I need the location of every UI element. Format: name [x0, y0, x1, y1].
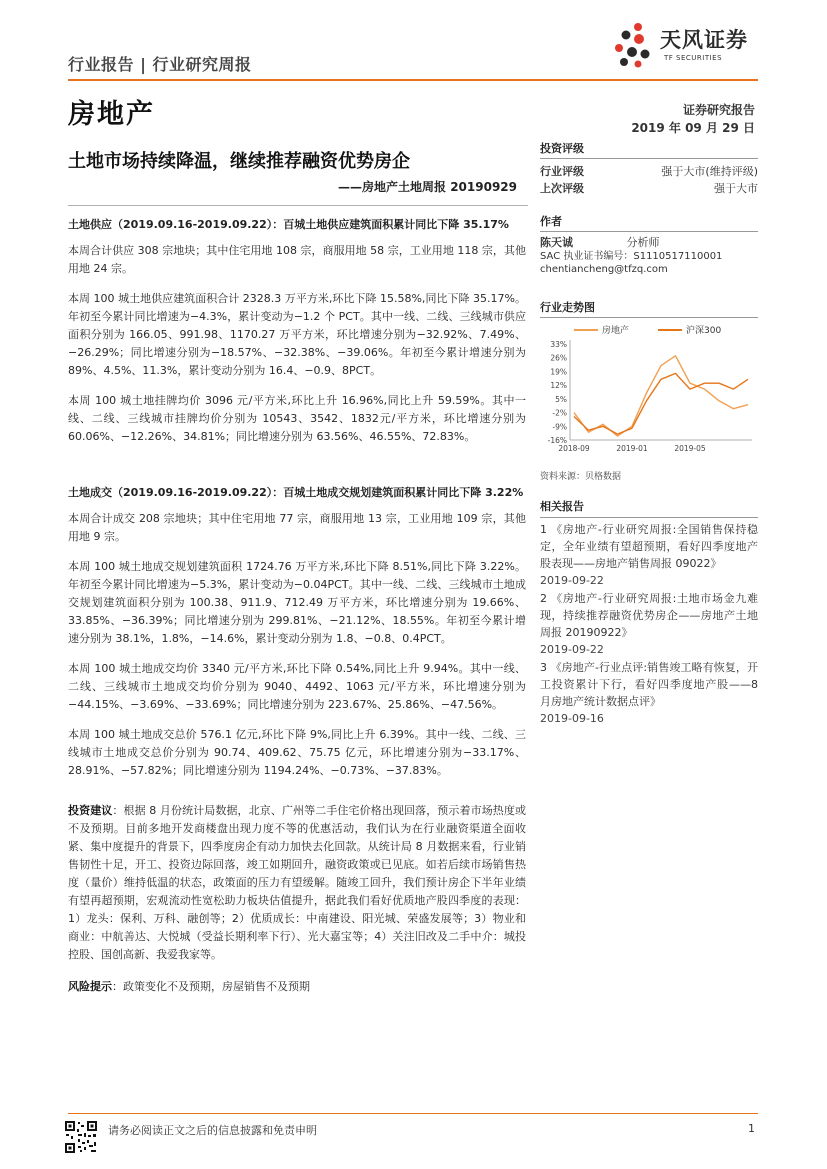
- deal-paragraph-2: 本周 100 城土地成交规划建筑面积 1724.76 万平方米,环比下降 8.51%,同比下降 3.22%。年初至今累计同比增速为−5.3%，累计变动为−0.04PCT。其中一线、二线、三线城市土地成交规划建筑面积分别为 100.38、911.9、712.49 万平方米，环比增速分别为 19.66%、33.85%、−36.39%；同比增速分别为 299.81%、−21.12%、18.55%。年初至今累计增速分别为 38.1%，1.8%，−14.6%，累计变动分别为 1.8、−0.8、0.4PCT。: [68, 560, 526, 645]
- risk-text: ：政策变化不及预期，房屋销售不及预期: [112, 980, 310, 993]
- supply-section: [68, 216, 526, 446]
- author-email[interactable]: chentiancheng@tfzq.com: [540, 264, 668, 275]
- y-tick-label: 5%: [555, 394, 567, 404]
- y-tick-label: -16%: [547, 436, 567, 445]
- logo-english-text: TF SECURITIES: [664, 54, 723, 62]
- deal-section: [68, 484, 526, 780]
- related-report-date: 2019-09-22: [540, 574, 604, 587]
- page-number: 1: [748, 1122, 755, 1135]
- author-cert: SAC 执业证书编号：S1110517110001: [540, 251, 723, 262]
- related-report-date: 2019-09-16: [540, 712, 604, 725]
- rating-value: 强于大市(维持评级): [661, 165, 758, 178]
- x-tick-label: 2019-05: [674, 444, 706, 453]
- advice-text: ：根据 8 月份统计局数据，北京、广州等二手住宅价格出现回落，预示着市场热度或不及预期。目前多地开发商楼盘出现力度不等的优惠活动，我们认为在行业融资渠道全面收紧、集中度提升的背景下，四季度房企有动力加快去化回款。从统计局 8 月数据来看，行业销售韧性十足，开工、投资边际回落，竣工如期回升，融资政策或已见底。如若后续市场销售热度（量价）维持低温的状态，政策面的压力有望缓解。随竣工回升，我们预计房企下半年业绩有望再超预期，宏观流动性宽松助力板块估值提升，据此我们看好优质地产股四季度的表现：1）龙头：保利、万科、融创等；2）优质成长：中南建设、阳光城、荣盛发展等；3）物业和商业：中航善达、大悦城（受益长期利率下行）、光大嘉宝等；4）关注旧改及二手中介：城投控股、国创高新、我爱我家等。: [68, 804, 526, 961]
- deal-highlight: 百城土地成交规划建筑面积累计同比下降 3.22%: [283, 486, 524, 499]
- report-subheadline: ——房地产土地周报 20190929: [338, 180, 517, 194]
- author-role: 分析师: [626, 236, 660, 249]
- legend-label: 沪深300: [686, 326, 722, 336]
- footer-disclaimer: 请务必阅读正文之后的信息披露和免责申明: [108, 1124, 317, 1137]
- supply-separator: ：: [272, 218, 284, 231]
- author-name: 陈天诚: [540, 236, 573, 249]
- related-report-item[interactable]: [540, 590, 758, 658]
- series-line: [574, 356, 748, 436]
- rating-value: 强于大市: [714, 182, 758, 195]
- deal-heading: [68, 484, 526, 502]
- supply-label: 土地供应: [68, 218, 112, 231]
- related-report-date: 2019-09-22: [540, 643, 604, 656]
- related-title: 相关报告: [540, 497, 758, 518]
- series-line: [574, 373, 748, 434]
- advice-label: 投资建议: [68, 804, 113, 817]
- y-tick-label: -9%: [552, 422, 567, 432]
- trend-panel-title-wrap: [540, 298, 758, 318]
- report-type: 证券研究报告: [682, 103, 755, 117]
- header-divider: [68, 79, 758, 81]
- author-panel: [540, 212, 758, 276]
- deal-paragraph-3: 本周 100 城土地成交均价 3340 元/平方米,环比下降 0.54%,同比上升 9.94%。其中一线、二线、三线城市土地成交均价分别为 9040、4492、1063 元/平方米，环比增速分别为−44.15%、−3.69%、−33.69%；同比增速分别为 223.67%、25.86%、−47.56%。: [68, 662, 526, 711]
- rating-panel: [540, 139, 758, 197]
- supply-heading: [68, 216, 526, 234]
- rating-title: 投资评级: [540, 139, 758, 159]
- related-report-item[interactable]: [540, 659, 758, 727]
- y-tick-label: 19%: [550, 367, 567, 377]
- deal-label: 土地成交: [68, 486, 112, 499]
- headline-divider: [68, 205, 528, 206]
- logo-text: 天风证券: [660, 28, 748, 52]
- rating-key: 上次评级: [540, 182, 584, 195]
- deal-period: （2019.09.16-2019.09.22）: [112, 486, 273, 499]
- chart-source: 资料来源：贝格数据: [540, 472, 622, 482]
- y-tick-label: 33%: [550, 340, 567, 349]
- advice-paragraph: [68, 802, 526, 964]
- trend-chart-svg: [540, 318, 758, 460]
- risk-section: [68, 978, 526, 996]
- report-headline: 土地市场持续降温，继续推荐融资优势房企: [68, 151, 410, 172]
- qr-code-icon: [64, 1120, 98, 1154]
- deal-paragraph-1: 本周合计成交 208 宗地块；其中住宅用地 77 宗，商服用地 13 宗，工业用地 109 宗，其他用地 9 宗。: [68, 512, 526, 543]
- related-report-text[interactable]: 1 《房地产-行业研究周报:全国销售保持稳定，全年业绩有望超预期，看好四季度地产股表现——房地产销售周报 09022》: [540, 523, 758, 570]
- company-logo: [612, 20, 762, 70]
- related-report-text[interactable]: 2 《房地产-行业研究周报:土地市场金九难现，持续推荐融资优势房企——房地产土地周报 20190922》: [540, 592, 758, 639]
- y-tick-label: 12%: [550, 381, 567, 391]
- y-tick-label: 26%: [550, 353, 567, 363]
- rating-key: 行业评级: [540, 165, 584, 178]
- rating-row: [540, 163, 758, 180]
- supply-paragraph-1: 本周合计供应 308 宗地块；其中住宅用地 108 宗，商服用地 58 宗，工业用地 118 宗，其他用地 24 宗。: [68, 244, 526, 275]
- supply-period: （2019.09.16-2019.09.22）: [112, 218, 273, 231]
- report-date: 2019 年 09 月 29 日: [631, 121, 755, 135]
- supply-paragraph-3: 本周 100 城土地挂牌均价 3096 元/平方米,环比上升 16.96%,同比上升 59.59%。其中一线、二线、三线城市挂牌均价分别为 10543、3542、1832元/平方米，环比增速分别为 60.06%、−12.26%、34.81%；同比增速分别为 63.56%、46.55%、72.83%。: [68, 394, 526, 443]
- author-name-row: [540, 236, 758, 250]
- x-tick-label: 2018-09: [558, 444, 590, 453]
- rating-row: [540, 180, 758, 197]
- supply-highlight: 百城土地供应建筑面积累计同比下降 35.17%: [283, 218, 509, 231]
- sector-title: 房地产: [68, 99, 155, 130]
- y-tick-label: -2%: [552, 408, 567, 418]
- risk-paragraph: [68, 978, 526, 996]
- author-title: 作者: [540, 212, 758, 232]
- legend-label: 房地产: [602, 326, 630, 336]
- related-report-item[interactable]: [540, 521, 758, 589]
- related-reports: [540, 497, 758, 727]
- supply-paragraph-2: 本周 100 城土地供应建筑面积合计 2328.3 万平方米,环比下降 15.58%,同比下降 35.17%。年初至今累计同比增速为−4.3%，累计变动为−1.2 个 PCT。其中一线、二线、三线城市供应面积分别为 166.05、991.98、1170.27 万平方米，环比增速分别为−32.92%、7.49%、−26.29%；同比增速分别为−18.57%、−32.38%、−39.06%。年初至今累计增速分别为 89%、4.5%、11.3%，累计变动分别为 16.4、−0.9、8PCT。: [68, 292, 526, 377]
- trend-chart: [540, 318, 758, 460]
- related-report-text[interactable]: 3 《房地产-行业点评:销售竣工略有恢复，开工投资累计下行，看好四季度地产股——8 月房地产统计数据点评》: [540, 661, 758, 708]
- x-tick-label: 2019-01: [616, 444, 648, 453]
- trend-title: 行业走势图: [540, 298, 758, 318]
- report-category: 行业报告 | 行业研究周报: [68, 55, 252, 74]
- footer-divider: [68, 1113, 758, 1114]
- risk-label: 风险提示: [68, 980, 112, 993]
- logo-dots-icon: [612, 22, 656, 68]
- deal-separator: ：: [272, 486, 284, 499]
- deal-paragraph-4: 本周 100 城土地成交总价 576.1 亿元,环比下降 9%,同比上升 6.39%。其中一线、二线、三线城市土地成交总价分别为 90.74、409.62、75.75 亿元，环比增速分别为−33.17%、28.91%、−57.82%；同比增速分别为 1194.24%、−0.73%、−37.83%。: [68, 728, 526, 777]
- advice-section: [68, 802, 526, 964]
